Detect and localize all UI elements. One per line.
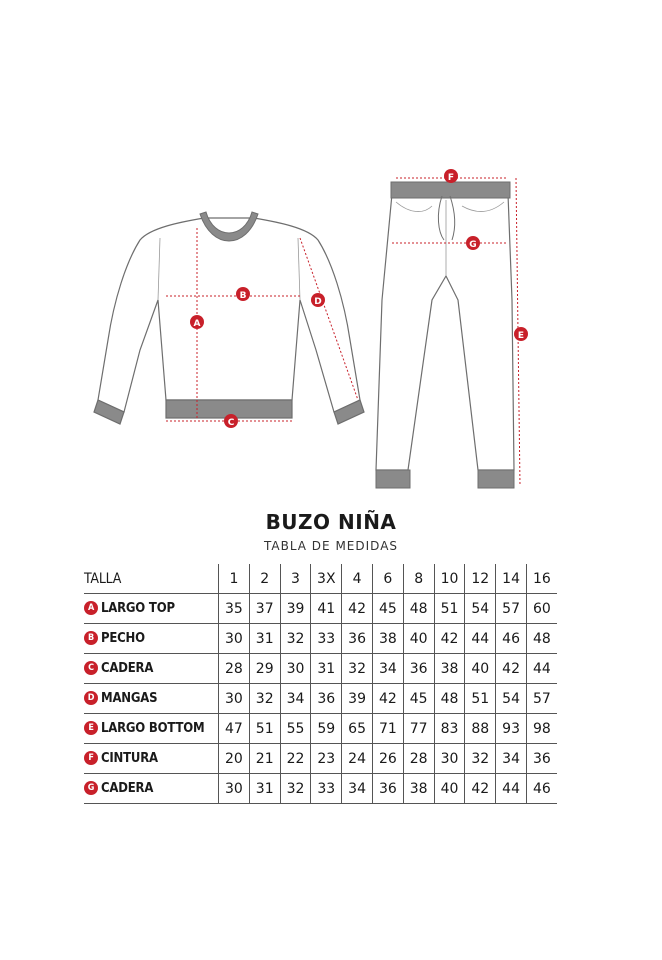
table-cell: 30	[219, 684, 250, 714]
table-cell: 44	[496, 774, 527, 804]
table-cell: 28	[403, 744, 434, 774]
row-label-text: CADERA	[101, 661, 154, 676]
table-cell: 31	[311, 654, 342, 684]
row-label	[84, 594, 219, 624]
table-cell: 34	[342, 774, 373, 804]
table-cell: 47	[219, 714, 250, 744]
row-label-text: LARGO TOP	[101, 601, 175, 616]
row-label	[84, 714, 219, 744]
table-cell: 30	[219, 774, 250, 804]
row-label-text: LARGO BOTTOM	[101, 721, 205, 736]
table-cell: 59	[311, 714, 342, 744]
table-cell: 32	[280, 624, 311, 654]
size-header: 16	[526, 564, 556, 594]
marker-b	[236, 287, 250, 301]
svg-text:G: G	[469, 240, 477, 250]
table-cell: 39	[342, 684, 373, 714]
size-table	[84, 564, 557, 804]
table-cell: 34	[372, 654, 403, 684]
table-cell: 48	[434, 684, 465, 714]
table-cell: 45	[403, 684, 434, 714]
marker-c	[224, 414, 238, 428]
size-header: 1	[219, 564, 250, 594]
table-cell: 38	[403, 774, 434, 804]
marker-f	[444, 169, 458, 183]
table-cell: 42	[496, 654, 527, 684]
table-row	[84, 744, 557, 774]
svg-text:E: E	[517, 331, 525, 341]
table-cell: 36	[403, 654, 434, 684]
svg-text:D: D	[314, 297, 322, 307]
table-cell: 36	[342, 624, 373, 654]
table-cell: 55	[280, 714, 311, 744]
marker-a	[190, 315, 204, 329]
table-row	[84, 594, 557, 624]
page-subtitle: TABLA DE MEDIDAS	[263, 539, 399, 553]
marker-g	[466, 236, 480, 250]
table-row	[84, 654, 557, 684]
table-cell: 36	[372, 774, 403, 804]
table-cell: 93	[496, 714, 527, 744]
table-cell: 30	[280, 654, 311, 684]
sweatshirt-drawing	[94, 218, 364, 424]
table-cell: 31	[249, 624, 280, 654]
size-header: 4	[342, 564, 373, 594]
size-header: 12	[465, 564, 496, 594]
table-cell: 65	[342, 714, 373, 744]
size-header: 14	[496, 564, 527, 594]
table-cell: 51	[434, 594, 465, 624]
row-marker-badge: B	[84, 631, 98, 645]
table-cell: 42	[342, 594, 373, 624]
table-cell: 37	[249, 594, 280, 624]
svg-text:F: F	[447, 173, 455, 183]
table-cell: 31	[249, 774, 280, 804]
pants-cuff-left	[376, 470, 410, 488]
size-header: 2	[249, 564, 280, 594]
table-cell: 22	[280, 744, 311, 774]
row-marker-badge: C	[84, 661, 98, 675]
table-cell: 38	[372, 624, 403, 654]
table-cell: 48	[403, 594, 434, 624]
table-cell: 77	[403, 714, 434, 744]
table-cell: 35	[219, 594, 250, 624]
table-cell: 29	[249, 654, 280, 684]
table-cell: 23	[311, 744, 342, 774]
table-cell: 40	[465, 654, 496, 684]
table-cell: 40	[403, 624, 434, 654]
row-marker-badge: F	[84, 751, 98, 765]
table-row	[84, 624, 557, 654]
table-cell: 24	[342, 744, 373, 774]
table-cell: 57	[496, 594, 527, 624]
table-cell: 30	[434, 744, 465, 774]
row-marker-badge: E	[84, 721, 98, 735]
size-header: 8	[403, 564, 434, 594]
table-cell: 20	[219, 744, 250, 774]
table-cell: 57	[526, 684, 556, 714]
table-cell: 36	[526, 744, 556, 774]
table-cell: 71	[372, 714, 403, 744]
row-marker-badge: A	[84, 601, 98, 615]
table-row	[84, 684, 557, 714]
row-marker-badge: D	[84, 691, 98, 705]
svg-text:B: B	[239, 291, 247, 301]
table-cell: 44	[465, 624, 496, 654]
row-label	[84, 774, 219, 804]
pants-drawing	[376, 194, 514, 470]
row-label-text: CADERA	[101, 781, 154, 796]
table-cell: 33	[311, 774, 342, 804]
size-header: 10	[434, 564, 465, 594]
table-cell: 48	[526, 624, 556, 654]
table-cell: 88	[465, 714, 496, 744]
table-cell: 60	[526, 594, 556, 624]
table-row	[84, 774, 557, 804]
size-header-label: TALLA	[84, 564, 219, 594]
table-cell: 32	[465, 744, 496, 774]
table-cell: 44	[526, 654, 556, 684]
svg-text:C: C	[227, 418, 235, 428]
table-cell: 51	[249, 714, 280, 744]
marker-d	[311, 293, 325, 307]
size-header: 3	[280, 564, 311, 594]
table-cell: 42	[434, 624, 465, 654]
table-cell: 46	[496, 624, 527, 654]
table-row	[84, 714, 557, 744]
table-cell: 54	[496, 684, 527, 714]
table-cell: 41	[311, 594, 342, 624]
table-cell: 42	[372, 684, 403, 714]
table-cell: 21	[249, 744, 280, 774]
table-cell: 32	[249, 684, 280, 714]
size-header: 6	[372, 564, 403, 594]
table-cell: 34	[496, 744, 527, 774]
pants-waistband	[391, 182, 510, 198]
table-cell: 54	[465, 594, 496, 624]
table-cell: 46	[526, 774, 556, 804]
row-label	[84, 744, 219, 774]
table-cell: 33	[311, 624, 342, 654]
table-cell: 42	[465, 774, 496, 804]
row-label-text: CINTURA	[101, 751, 158, 766]
size-header: 3X	[311, 564, 342, 594]
table-cell: 51	[465, 684, 496, 714]
pants-cuff-right	[478, 470, 514, 488]
row-marker-badge: G	[84, 781, 98, 795]
size-header-row	[84, 564, 557, 594]
table-cell: 26	[372, 744, 403, 774]
row-label	[84, 654, 219, 684]
table-cell: 32	[342, 654, 373, 684]
table-cell: 28	[219, 654, 250, 684]
marker-e	[514, 327, 528, 341]
svg-text:A: A	[193, 319, 201, 329]
row-label	[84, 624, 219, 654]
table-cell: 83	[434, 714, 465, 744]
row-label-text: MANGAS	[101, 691, 158, 706]
table-cell: 32	[280, 774, 311, 804]
table-cell: 39	[280, 594, 311, 624]
table-cell: 34	[280, 684, 311, 714]
page-title: BUZO NIÑA	[265, 510, 397, 534]
row-label	[84, 684, 219, 714]
table-cell: 36	[311, 684, 342, 714]
table-cell: 40	[434, 774, 465, 804]
table-cell: 45	[372, 594, 403, 624]
row-label-text: PECHO	[101, 631, 145, 646]
table-cell: 30	[219, 624, 250, 654]
table-cell: 98	[526, 714, 556, 744]
table-cell: 38	[434, 654, 465, 684]
